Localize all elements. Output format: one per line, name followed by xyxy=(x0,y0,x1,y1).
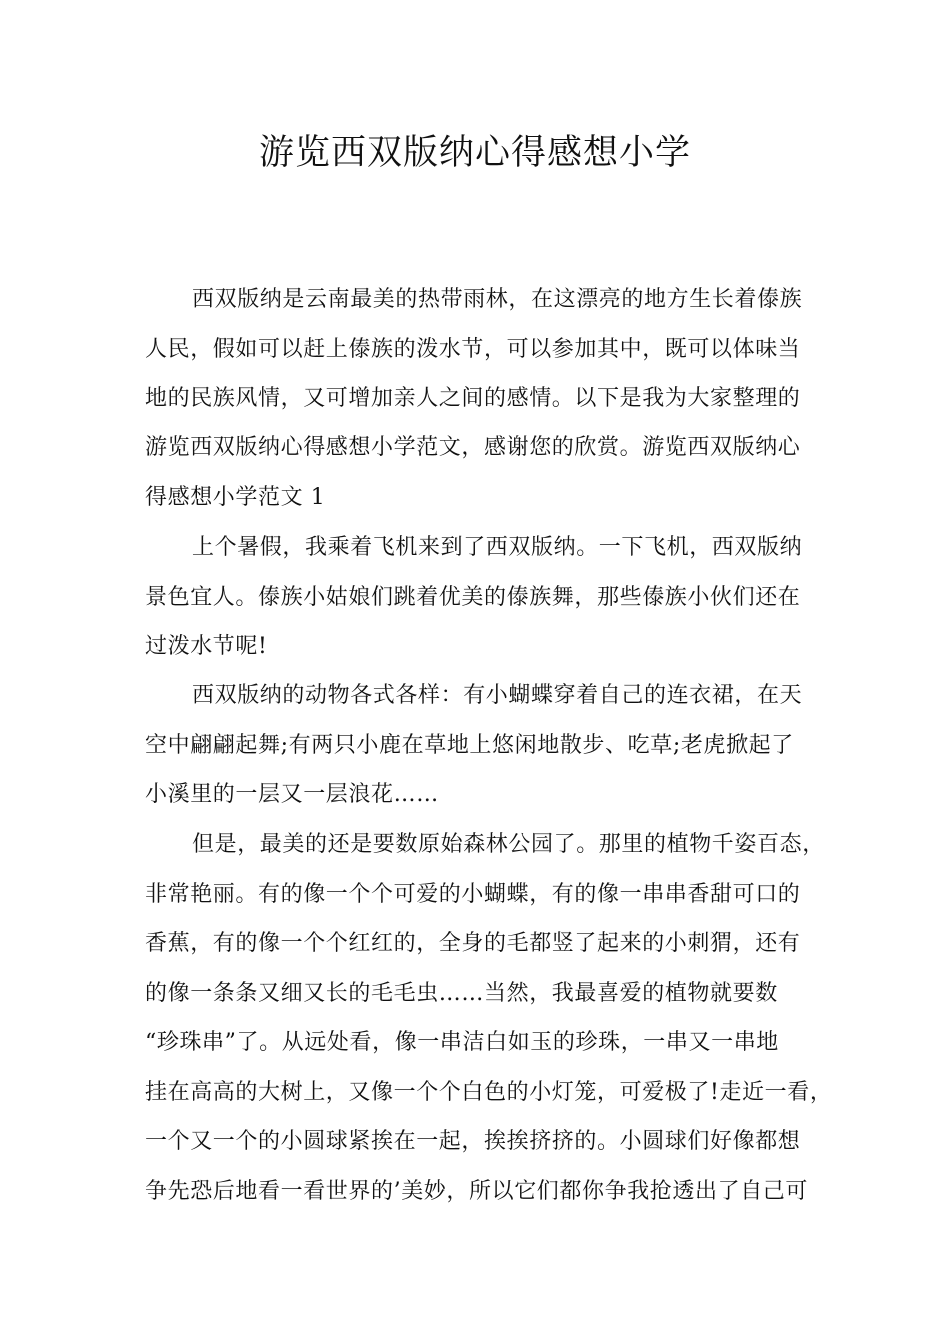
paragraph-line: 景色宜人。傣族小姑娘们跳着优美的傣族舞，那些傣族小伙们还在 xyxy=(145,585,801,610)
paragraph-line: “珍珠串”了。从远处看，像一串洁白如玉的珍珠，一串又一串地 xyxy=(145,1030,779,1055)
paragraph-line: 游览西双版纳心得感想小学范文，感谢您的欣赏。游览西双版纳心 xyxy=(145,435,801,460)
paragraph-line: 过泼水节呢! xyxy=(145,634,268,659)
paragraph-line: 小溪里的一层又一层浪花…… xyxy=(145,782,439,807)
paragraph-line: 非常艳丽。有的像一个个可爱的小蝴蝶，有的像一串串香甜可口的 xyxy=(145,882,801,907)
paragraph-line: 得感想小学范文 1 xyxy=(145,485,326,510)
document-title: 游览西双版纳心得感想小学 xyxy=(258,133,691,173)
paragraph-line: 空中翩翩起舞;有两只小鹿在草地上悠闲地散步、吃草;老虎掀起了 xyxy=(145,733,794,758)
paragraph-line: 地的民族风情，又可增加亲人之间的感情。以下是我为大家整理的 xyxy=(145,386,801,411)
paragraph-line: 上个暑假，我乘着飞机来到了西双版纳。一下飞机，西双版纳 xyxy=(192,535,803,560)
paragraph-line: 香蕉，有的像一个个红红的，全身的毛都竖了起来的小刺猬，还有 xyxy=(145,931,801,956)
paragraph-line: 争先恐后地看一看世界的’美妙，所以它们都你争我抢透出了自己可 xyxy=(145,1179,808,1204)
paragraph-line: 但是，最美的还是要数原始森林公园了。那里的植物千姿百态， xyxy=(192,832,825,857)
paragraph-line: 人民，假如可以赶上傣族的泼水节，可以参加其中，既可以体味当 xyxy=(145,337,801,362)
paragraph-line: 西双版纳的动物各式各样：有小蝴蝶穿着自己的连衣裙，在天 xyxy=(192,683,803,708)
paragraph-line: 的像一条条又细又长的毛毛虫……当然，我最喜爱的植物就要数 xyxy=(145,981,778,1006)
paragraph-line: 挂在高高的大树上，又像一个个白色的小灯笼，可爱极了!走近一看， xyxy=(145,1080,833,1105)
paragraph-line: 西双版纳是云南最美的热带雨林，在这漂亮的地方生长着傣族 xyxy=(192,287,803,312)
paragraph-line: 一个又一个的小圆球紧挨在一起，挨挨挤挤的。小圆球们好像都想 xyxy=(145,1129,801,1154)
